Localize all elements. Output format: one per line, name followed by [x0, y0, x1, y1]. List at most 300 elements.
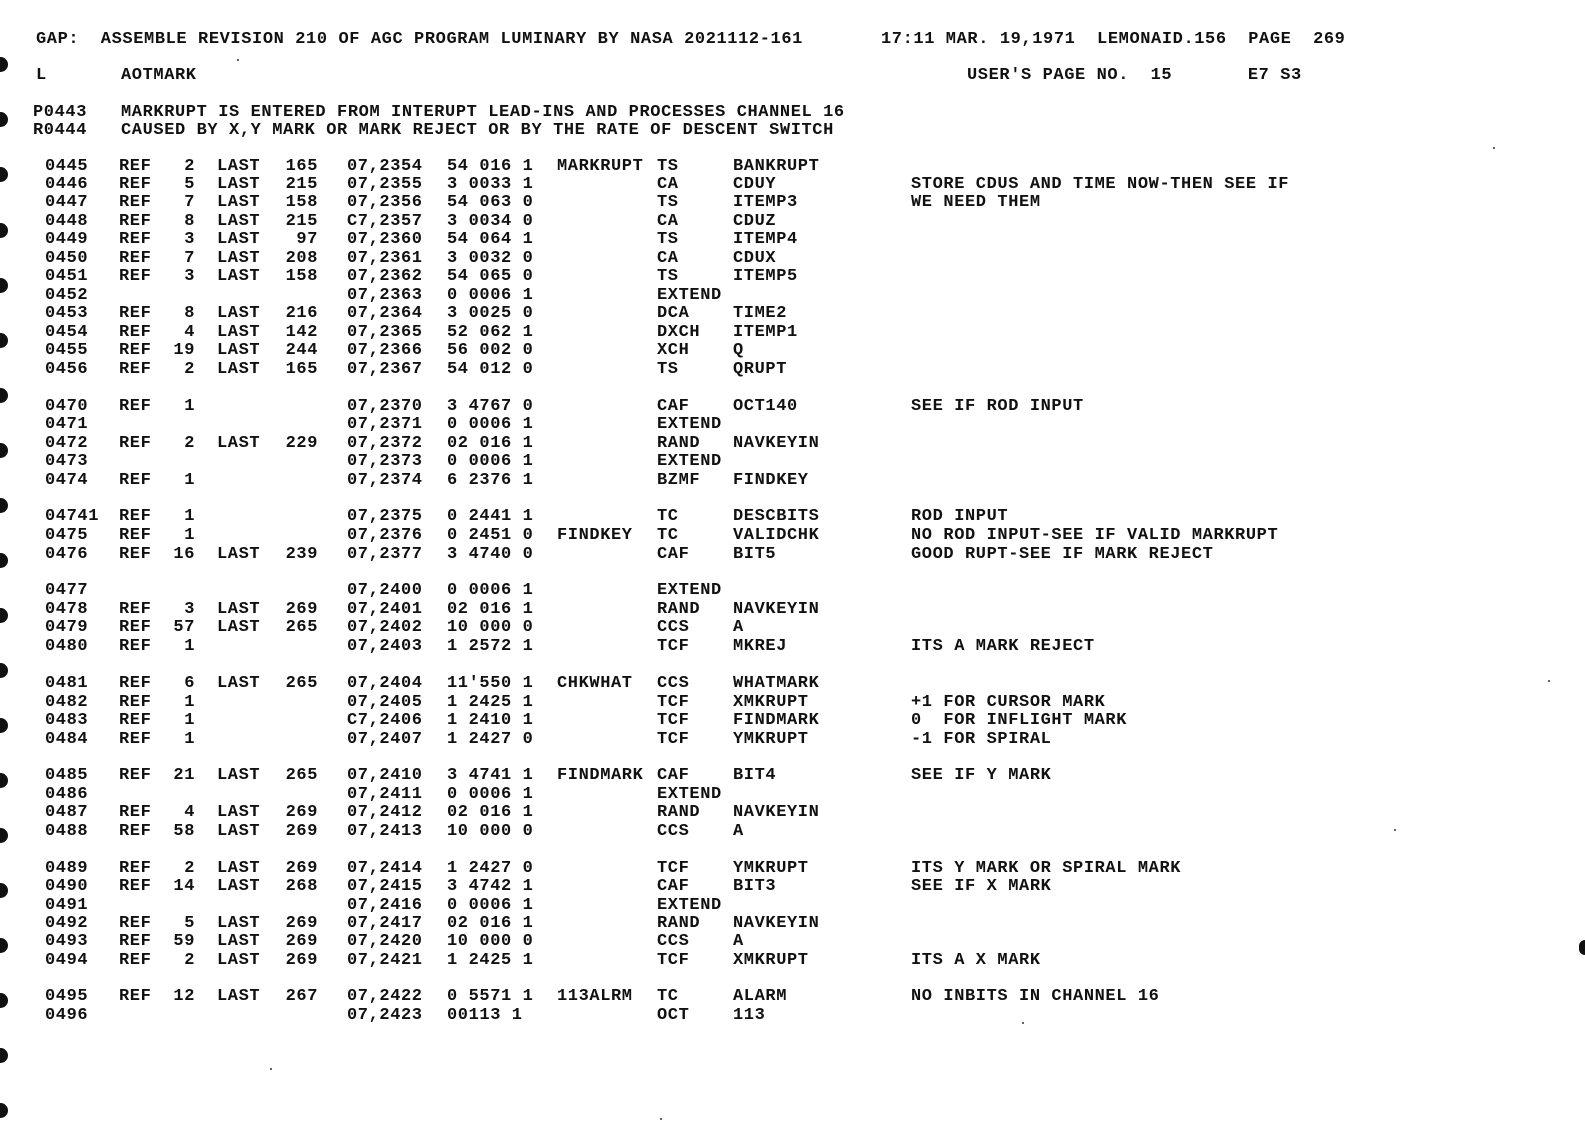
opcode: TCF — [657, 637, 690, 656]
opcode: TCF — [657, 693, 690, 712]
binder-hole — [0, 223, 8, 238]
binder-hole — [0, 112, 8, 127]
ref-keyword: REF — [119, 674, 152, 693]
comment: NO ROD INPUT-SEE IF VALID MARKRUPT — [911, 526, 1279, 545]
comment: NO INBITS IN CHANNEL 16 — [911, 987, 1160, 1006]
last-keyword: LAST — [217, 914, 261, 933]
line-number: 0488 — [45, 822, 89, 841]
scan-speck — [1548, 680, 1550, 682]
address: 07,2417 — [347, 914, 423, 933]
last-keyword: LAST — [217, 230, 261, 249]
line-number: 0478 — [45, 600, 89, 619]
comment: 0 FOR INFLIGHT MARK — [911, 711, 1128, 730]
opcode: TS — [657, 157, 679, 176]
operand: BIT3 — [733, 877, 777, 896]
scan-speck — [660, 1118, 662, 1120]
ref-keyword: REF — [119, 822, 152, 841]
last-keyword: LAST — [217, 323, 261, 342]
last-line-number: 208 — [285, 249, 318, 268]
ref-count: 4 — [184, 803, 195, 822]
last-line-number: 269 — [285, 914, 318, 933]
comment: WE NEED THEM — [911, 193, 1041, 212]
last-keyword: LAST — [217, 674, 261, 693]
header-title: GAP: ASSEMBLE REVISION 210 OF AGC PROGRAM LUMINARY BY NASA 2021112-161 — [36, 30, 803, 49]
address: 07,2412 — [347, 803, 423, 822]
operand: VALIDCHK — [733, 526, 820, 545]
operand: FINDKEY — [733, 471, 809, 490]
line-number: 0495 — [45, 987, 89, 1006]
object-code: 0 0006 1 — [447, 452, 534, 471]
address: 07,2362 — [347, 267, 423, 286]
address: 07,2421 — [347, 951, 423, 970]
ref-keyword: REF — [119, 545, 152, 564]
ref-keyword: REF — [119, 803, 152, 822]
last-keyword: LAST — [217, 600, 261, 619]
last-keyword: LAST — [217, 249, 261, 268]
last-line-number: 158 — [285, 267, 318, 286]
address: 07,2402 — [347, 618, 423, 637]
scan-speck — [1493, 147, 1495, 149]
object-code: 3 4741 1 — [447, 766, 534, 785]
line-number: 0454 — [45, 323, 89, 342]
opcode: CCS — [657, 674, 690, 693]
comment: ROD INPUT — [911, 507, 1009, 526]
object-code: 0 0006 1 — [447, 286, 534, 305]
last-line-number: 215 — [285, 212, 318, 231]
comment: SEE IF ROD INPUT — [911, 397, 1084, 416]
operand: BIT4 — [733, 766, 777, 785]
ref-keyword: REF — [119, 877, 152, 896]
address: 07,2404 — [347, 674, 423, 693]
ref-count: 1 — [184, 637, 195, 656]
binder-hole — [0, 773, 8, 788]
line-number: 0470 — [45, 397, 89, 416]
line-number: 0492 — [45, 914, 89, 933]
address: 07,2366 — [347, 341, 423, 360]
ref-count: 1 — [184, 471, 195, 490]
operand: YMKRUPT — [733, 859, 809, 878]
object-code: 1 2425 1 — [447, 951, 534, 970]
last-keyword: LAST — [217, 434, 261, 453]
operand: FINDMARK — [733, 711, 820, 730]
line-number: 0489 — [45, 859, 89, 878]
last-keyword: LAST — [217, 766, 261, 785]
operand: NAVKEYIN — [733, 434, 820, 453]
object-code: 54 016 1 — [447, 157, 534, 176]
header-timestamp-page: 17:11 MAR. 19,1971 LEMONAID.156 PAGE 269 — [881, 30, 1346, 49]
object-code: 54 064 1 — [447, 230, 534, 249]
opcode: TCF — [657, 859, 690, 878]
line-number: 0481 — [45, 674, 89, 693]
ref-count: 58 — [173, 822, 195, 841]
ref-count: 59 — [173, 932, 195, 951]
last-line-number: 265 — [285, 674, 318, 693]
opcode: BZMF — [657, 471, 701, 490]
ref-keyword: REF — [119, 397, 152, 416]
last-keyword: LAST — [217, 987, 261, 1006]
ref-keyword: REF — [119, 951, 152, 970]
scan-speck — [1022, 1022, 1024, 1024]
binder-hole — [0, 57, 8, 72]
object-code: 54 065 0 — [447, 267, 534, 286]
ref-keyword: REF — [119, 600, 152, 619]
opcode: CA — [657, 249, 679, 268]
line-number: 0483 — [45, 711, 89, 730]
last-line-number: 269 — [285, 600, 318, 619]
last-line-number: 165 — [285, 157, 318, 176]
last-keyword: LAST — [217, 951, 261, 970]
address: 07,2407 — [347, 730, 423, 749]
operand: CDUY — [733, 175, 777, 194]
operand: A — [733, 822, 744, 841]
binder-hole — [0, 278, 8, 293]
address: 07,2422 — [347, 987, 423, 1006]
opcode: DXCH — [657, 323, 701, 342]
opcode: EXTEND — [657, 785, 722, 804]
last-line-number: 268 — [285, 877, 318, 896]
binder-hole — [0, 333, 8, 348]
object-code: 3 4767 0 — [447, 397, 534, 416]
ref-count: 12 — [173, 987, 195, 1006]
line-number: 0490 — [45, 877, 89, 896]
address: C7,2357 — [347, 212, 423, 231]
last-keyword: LAST — [217, 193, 261, 212]
ref-keyword: REF — [119, 711, 152, 730]
opcode: TC — [657, 507, 679, 526]
opcode: TC — [657, 526, 679, 545]
ref-count: 14 — [173, 877, 195, 896]
last-line-number: 269 — [285, 822, 318, 841]
opcode: DCA — [657, 304, 690, 323]
operand: A — [733, 618, 744, 637]
ref-keyword: REF — [119, 914, 152, 933]
address: 07,2400 — [347, 581, 423, 600]
binder-hole — [0, 1103, 8, 1118]
ref-count: 2 — [184, 434, 195, 453]
address: 07,2355 — [347, 175, 423, 194]
object-code: 1 2427 0 — [447, 859, 534, 878]
opcode: CAF — [657, 397, 690, 416]
ref-keyword: REF — [119, 175, 152, 194]
ref-keyword: REF — [119, 323, 152, 342]
line-number: 0473 — [45, 452, 89, 471]
object-code: 54 063 0 — [447, 193, 534, 212]
object-code: 3 0032 0 — [447, 249, 534, 268]
address: 07,2414 — [347, 859, 423, 878]
last-keyword: LAST — [217, 360, 261, 379]
symbol-label: FINDKEY — [557, 526, 633, 545]
symbol-label: FINDMARK — [557, 766, 644, 785]
object-code: 0 0006 1 — [447, 415, 534, 434]
address: 07,2365 — [347, 323, 423, 342]
operand: TIME2 — [733, 304, 788, 323]
operand: DESCBITS — [733, 507, 820, 526]
ref-count: 1 — [184, 693, 195, 712]
line-number: 0479 — [45, 618, 89, 637]
line-number: 0477 — [45, 581, 89, 600]
line-number: 0493 — [45, 932, 89, 951]
address: C7,2406 — [347, 711, 423, 730]
address: 07,2405 — [347, 693, 423, 712]
address: 07,2416 — [347, 896, 423, 915]
opcode: RAND — [657, 803, 701, 822]
ref-count: 4 — [184, 323, 195, 342]
ref-count: 5 — [184, 914, 195, 933]
line-number: 0446 — [45, 175, 89, 194]
line-number: 0455 — [45, 341, 89, 360]
last-line-number: 97 — [296, 230, 318, 249]
binder-hole — [0, 663, 8, 678]
line-number: 0494 — [45, 951, 89, 970]
opcode: TS — [657, 267, 679, 286]
last-line-number: 269 — [285, 803, 318, 822]
address: 07,2411 — [347, 785, 423, 804]
opcode: EXTEND — [657, 581, 722, 600]
ref-count: 2 — [184, 859, 195, 878]
object-code: 0 0006 1 — [447, 785, 534, 804]
ref-keyword: REF — [119, 766, 152, 785]
comment: ITS A X MARK — [911, 951, 1041, 970]
binder-hole — [0, 553, 8, 568]
ref-count: 8 — [184, 304, 195, 323]
last-line-number: 216 — [285, 304, 318, 323]
object-code: 1 2572 1 — [447, 637, 534, 656]
address: 07,2371 — [347, 415, 423, 434]
line-number: 04741 — [45, 507, 100, 526]
line-number: 0451 — [45, 267, 89, 286]
object-code: 1 2425 1 — [447, 693, 534, 712]
line-number: 0447 — [45, 193, 89, 212]
ref-count: 7 — [184, 249, 195, 268]
line-number: 0496 — [45, 1006, 89, 1025]
operand: WHATMARK — [733, 674, 820, 693]
last-keyword: LAST — [217, 175, 261, 194]
operand: MKREJ — [733, 637, 788, 656]
last-keyword: LAST — [217, 212, 261, 231]
opcode: CAF — [657, 766, 690, 785]
opcode: CCS — [657, 932, 690, 951]
ref-count: 6 — [184, 674, 195, 693]
ref-keyword: REF — [119, 637, 152, 656]
binder-hole — [0, 993, 8, 1008]
ref-keyword: REF — [119, 212, 152, 231]
line-number: 0475 — [45, 526, 89, 545]
operand: ALARM — [733, 987, 788, 1006]
comment: ITS Y MARK OR SPIRAL MARK — [911, 859, 1182, 878]
line-number: 0486 — [45, 785, 89, 804]
opcode: TCF — [657, 951, 690, 970]
ref-count: 1 — [184, 730, 195, 749]
object-code: 3 4740 0 — [447, 545, 534, 564]
object-code: 52 062 1 — [447, 323, 534, 342]
ref-count: 1 — [184, 397, 195, 416]
line-number: 0476 — [45, 545, 89, 564]
operand: NAVKEYIN — [733, 803, 820, 822]
object-code: 10 000 0 — [447, 822, 534, 841]
last-line-number: 215 — [285, 175, 318, 194]
last-line-number: 265 — [285, 618, 318, 637]
last-line-number: 265 — [285, 766, 318, 785]
opcode: EXTEND — [657, 896, 722, 915]
opcode: RAND — [657, 434, 701, 453]
opcode: TCF — [657, 730, 690, 749]
address: 07,2370 — [347, 397, 423, 416]
object-code: 00113 1 — [447, 1006, 523, 1025]
object-code: 3 4742 1 — [447, 877, 534, 896]
object-code: 56 002 0 — [447, 341, 534, 360]
object-code: 1 2410 1 — [447, 711, 534, 730]
address: 07,2410 — [347, 766, 423, 785]
opcode: RAND — [657, 914, 701, 933]
comment: -1 FOR SPIRAL — [911, 730, 1052, 749]
opcode: TCF — [657, 711, 690, 730]
opcode: CA — [657, 212, 679, 231]
operand: NAVKEYIN — [733, 600, 820, 619]
opcode: CCS — [657, 618, 690, 637]
last-line-number: 239 — [285, 545, 318, 564]
comment: SEE IF X MARK — [911, 877, 1052, 896]
ref-keyword: REF — [119, 526, 152, 545]
ref-count: 1 — [184, 507, 195, 526]
last-keyword: LAST — [217, 877, 261, 896]
opcode: EXTEND — [657, 286, 722, 305]
intro-line-number: P0443 — [33, 103, 88, 122]
object-code: 0 0006 1 — [447, 896, 534, 915]
opcode: EXTEND — [657, 415, 722, 434]
address: 07,2375 — [347, 507, 423, 526]
last-keyword: LAST — [217, 157, 261, 176]
ref-keyword: REF — [119, 341, 152, 360]
ref-keyword: REF — [119, 157, 152, 176]
address: 07,2363 — [347, 286, 423, 305]
comment: ITS A MARK REJECT — [911, 637, 1095, 656]
last-line-number: 165 — [285, 360, 318, 379]
line-number: 0449 — [45, 230, 89, 249]
object-code: 11'550 1 — [447, 674, 534, 693]
address: 07,2360 — [347, 230, 423, 249]
opcode: CA — [657, 175, 679, 194]
object-code: 3 0033 1 — [447, 175, 534, 194]
binder-hole — [0, 443, 8, 458]
operand: Q — [733, 341, 744, 360]
last-keyword: LAST — [217, 859, 261, 878]
ref-keyword: REF — [119, 267, 152, 286]
binder-hole — [0, 608, 8, 623]
intro-line-number: R0444 — [33, 121, 88, 140]
operand: YMKRUPT — [733, 730, 809, 749]
opcode: RAND — [657, 600, 701, 619]
address: 07,2376 — [347, 526, 423, 545]
ref-count: 16 — [173, 545, 195, 564]
ref-keyword: REF — [119, 360, 152, 379]
opcode: TS — [657, 193, 679, 212]
operand: XMKRUPT — [733, 951, 809, 970]
ref-keyword: REF — [119, 859, 152, 878]
ref-keyword: REF — [119, 730, 152, 749]
ref-keyword: REF — [119, 193, 152, 212]
line-number: 0491 — [45, 896, 89, 915]
line-number: 0448 — [45, 212, 89, 231]
object-code: 02 016 1 — [447, 600, 534, 619]
address: 07,2372 — [347, 434, 423, 453]
ref-count: 3 — [184, 600, 195, 619]
opcode: TS — [657, 360, 679, 379]
operand: CDUX — [733, 249, 777, 268]
ref-count: 19 — [173, 341, 195, 360]
scan-speck — [1394, 829, 1396, 831]
symbol-label: MARKRUPT — [557, 157, 644, 176]
binder-hole — [0, 1048, 8, 1063]
binder-hole — [0, 718, 8, 733]
operand: ITEMP5 — [733, 267, 798, 286]
opcode: XCH — [657, 341, 690, 360]
last-keyword: LAST — [217, 304, 261, 323]
ref-keyword: REF — [119, 618, 152, 637]
address: 07,2413 — [347, 822, 423, 841]
ref-count: 8 — [184, 212, 195, 231]
operand: BIT5 — [733, 545, 777, 564]
scan-speck — [237, 59, 239, 61]
comment: GOOD RUPT-SEE IF MARK REJECT — [911, 545, 1214, 564]
binder-hole — [0, 167, 8, 182]
object-code: 6 2376 1 — [447, 471, 534, 490]
line-number: 0445 — [45, 157, 89, 176]
address: 07,2401 — [347, 600, 423, 619]
object-code: 0 5571 1 — [447, 987, 534, 1006]
ref-count: 2 — [184, 157, 195, 176]
object-code: 02 016 1 — [447, 434, 534, 453]
line-number: 0450 — [45, 249, 89, 268]
ref-keyword: REF — [119, 987, 152, 1006]
binder-hole — [0, 828, 8, 843]
object-code: 10 000 0 — [447, 932, 534, 951]
binder-hole — [0, 388, 8, 403]
line-number: 0453 — [45, 304, 89, 323]
operand: QRUPT — [733, 360, 788, 379]
object-code: 3 0034 0 — [447, 212, 534, 231]
last-keyword: LAST — [217, 618, 261, 637]
header-line-marker: L — [36, 66, 47, 85]
object-code: 0 2441 1 — [447, 507, 534, 526]
operand: 113 — [733, 1006, 766, 1025]
line-number: 0482 — [45, 693, 89, 712]
address: 07,2364 — [347, 304, 423, 323]
symbol-label: 113ALRM — [557, 987, 633, 1006]
line-number: 0472 — [45, 434, 89, 453]
ref-count: 3 — [184, 267, 195, 286]
address: 07,2373 — [347, 452, 423, 471]
operand: BANKRUPT — [733, 157, 820, 176]
last-line-number: 229 — [285, 434, 318, 453]
opcode: OCT — [657, 1006, 690, 1025]
object-code: 10 000 0 — [447, 618, 534, 637]
address: 07,2374 — [347, 471, 423, 490]
address: 07,2356 — [347, 193, 423, 212]
ref-keyword: REF — [119, 230, 152, 249]
line-number: 0452 — [45, 286, 89, 305]
address: 07,2367 — [347, 360, 423, 379]
scan-speck — [270, 1068, 272, 1070]
binder-hole — [0, 498, 8, 513]
opcode: EXTEND — [657, 452, 722, 471]
last-keyword: LAST — [217, 803, 261, 822]
section-title: AOTMARK — [121, 66, 197, 85]
last-keyword: LAST — [217, 341, 261, 360]
line-number: 0487 — [45, 803, 89, 822]
line-number: 0456 — [45, 360, 89, 379]
address: 07,2415 — [347, 877, 423, 896]
last-line-number: 269 — [285, 951, 318, 970]
